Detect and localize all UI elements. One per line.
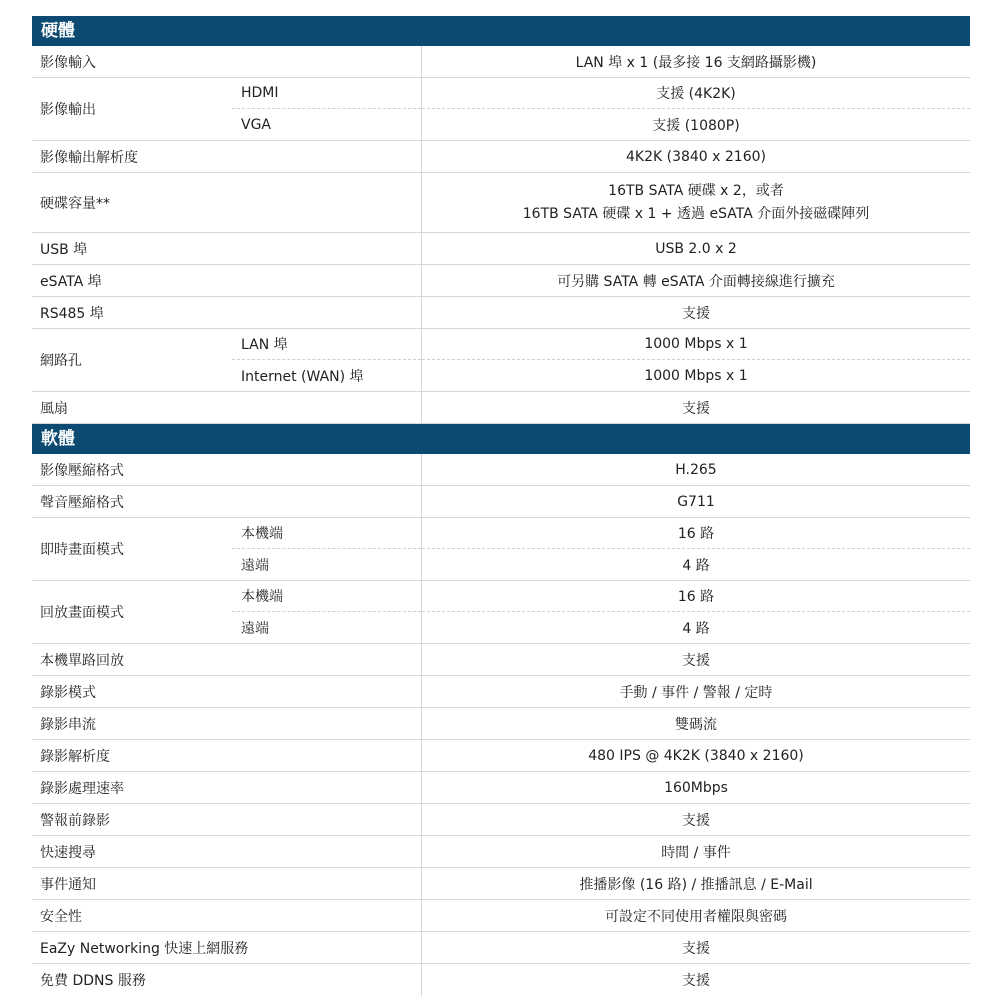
spec-label: 聲音壓縮格式: [32, 486, 422, 517]
spec-value: 支援: [682, 305, 710, 322]
spec-value-line: 16TB SATA 硬碟 x 1 + 透過 eSATA 介面外接磁碟陣列: [522, 205, 870, 222]
spec-value: 支援: [682, 940, 710, 957]
spec-row-live-mode: [32, 518, 970, 581]
spec-row-record-resolution: [32, 740, 970, 772]
spec-row-quick-search: [32, 836, 970, 868]
spec-value: 支援 (1080P): [652, 117, 740, 134]
spec-row-rs485: [32, 297, 970, 329]
spec-label: 錄影解析度: [32, 740, 422, 771]
spec-label: 錄影模式: [32, 676, 422, 707]
spec-value: USB 2.0 x 2: [655, 240, 737, 257]
spec-row-video-compression: [32, 454, 970, 486]
spec-label: 免費 DDNS 服務: [32, 964, 422, 996]
spec-row-esata: [32, 265, 970, 297]
spec-value: 支援: [682, 972, 710, 989]
spec-value: 雙碼流: [675, 716, 717, 733]
spec-label: 網路孔: [40, 353, 82, 369]
spec-row-usb: [32, 233, 970, 265]
spec-row-network: [32, 329, 970, 392]
spec-label: USB 埠: [32, 233, 422, 264]
spec-value: 可另購 SATA 轉 eSATA 介面轉接線進行擴充: [557, 273, 835, 290]
spec-value: 16 路: [422, 518, 970, 549]
spec-value: 4 路: [682, 557, 710, 574]
spec-label: RS485 埠: [32, 297, 422, 328]
spec-value: 1000 Mbps x 1: [644, 367, 748, 384]
spec-label: 即時畫面模式: [40, 542, 124, 558]
spec-label: eSATA 埠: [32, 265, 422, 296]
spec-row-playback-mode: [32, 581, 970, 644]
spec-row-eazy-networking: [32, 932, 970, 964]
spec-sheet: [32, 16, 970, 996]
spec-sub-label: 本機端: [232, 518, 421, 549]
spec-label: 快速搜尋: [32, 836, 422, 867]
spec-value: 1000 Mbps x 1: [422, 329, 970, 360]
spec-value: H.265: [675, 461, 717, 478]
spec-row-video-output: [32, 78, 970, 141]
spec-value: 手動 / 事件 / 警報 / 定時: [619, 684, 773, 701]
spec-label: 影像輸出: [40, 102, 96, 118]
spec-value: 支援: [682, 400, 710, 417]
spec-value: 可設定不同使用者權限與密碼: [605, 908, 787, 925]
spec-row-record-mode: [32, 676, 970, 708]
spec-row-fan: [32, 392, 970, 424]
spec-label: 事件通知: [32, 868, 422, 899]
spec-label: 警報前錄影: [32, 804, 422, 835]
spec-value: 推播影像 (16 路) / 推播訊息 / E-Mail: [579, 876, 813, 893]
spec-sub-label: 遠端: [241, 557, 269, 574]
spec-value: G711: [677, 493, 715, 510]
spec-value: 支援 (4K2K): [422, 78, 970, 109]
spec-sub-label: HDMI: [232, 78, 421, 109]
spec-row-output-resolution: [32, 141, 970, 173]
spec-value: 支援: [682, 812, 710, 829]
spec-row-hdd-capacity: [32, 173, 970, 233]
spec-sub-label: Internet (WAN) 埠: [241, 368, 364, 385]
spec-value: LAN 埠 x 1 (最多接 16 支網路攝影機): [575, 54, 817, 71]
spec-label: 本機單路回放: [32, 644, 422, 675]
spec-value: 4K2K (3840 x 2160): [626, 148, 766, 165]
spec-label: 安全性: [32, 900, 422, 931]
spec-value: 480 IPS @ 4K2K (3840 x 2160): [588, 747, 804, 764]
spec-row-pre-alarm: [32, 804, 970, 836]
spec-value: 支援: [682, 652, 710, 669]
section-header-software: 軟體: [32, 424, 970, 454]
spec-row-record-rate: [32, 772, 970, 804]
spec-value: 4 路: [682, 620, 710, 637]
spec-row-audio-compression: [32, 486, 970, 518]
spec-label: 風扇: [32, 392, 422, 423]
spec-label: 影像輸出解析度: [32, 141, 422, 172]
spec-sub-label: 遠端: [241, 620, 269, 637]
spec-value: [422, 173, 970, 232]
spec-value: 160Mbps: [664, 779, 728, 796]
spec-row-record-stream: [32, 708, 970, 740]
spec-value: 16 路: [422, 581, 970, 612]
spec-row-ddns: [32, 964, 970, 996]
spec-sub-label: 本機端: [232, 581, 421, 612]
spec-sub-label: VGA: [241, 116, 272, 133]
spec-value-line: 16TB SATA 硬碟 x 2，或者: [608, 182, 784, 199]
spec-label: 影像壓縮格式: [32, 454, 422, 485]
spec-row-video-input: [32, 46, 970, 78]
spec-label: 硬碟容量**: [32, 173, 422, 232]
spec-row-event-notify: [32, 868, 970, 900]
spec-sub-label: LAN 埠: [232, 329, 421, 360]
spec-label: 回放畫面模式: [40, 605, 124, 621]
spec-row-security: [32, 900, 970, 932]
spec-row-single-playback: [32, 644, 970, 676]
section-header-hardware: 硬體: [32, 16, 970, 46]
spec-label: EaZy Networking 快速上網服務: [32, 932, 422, 963]
spec-label: 影像輸入: [32, 46, 422, 77]
spec-label: 錄影處理速率: [32, 772, 422, 803]
spec-value: 時間 / 事件: [661, 844, 731, 861]
spec-label: 錄影串流: [32, 708, 422, 739]
